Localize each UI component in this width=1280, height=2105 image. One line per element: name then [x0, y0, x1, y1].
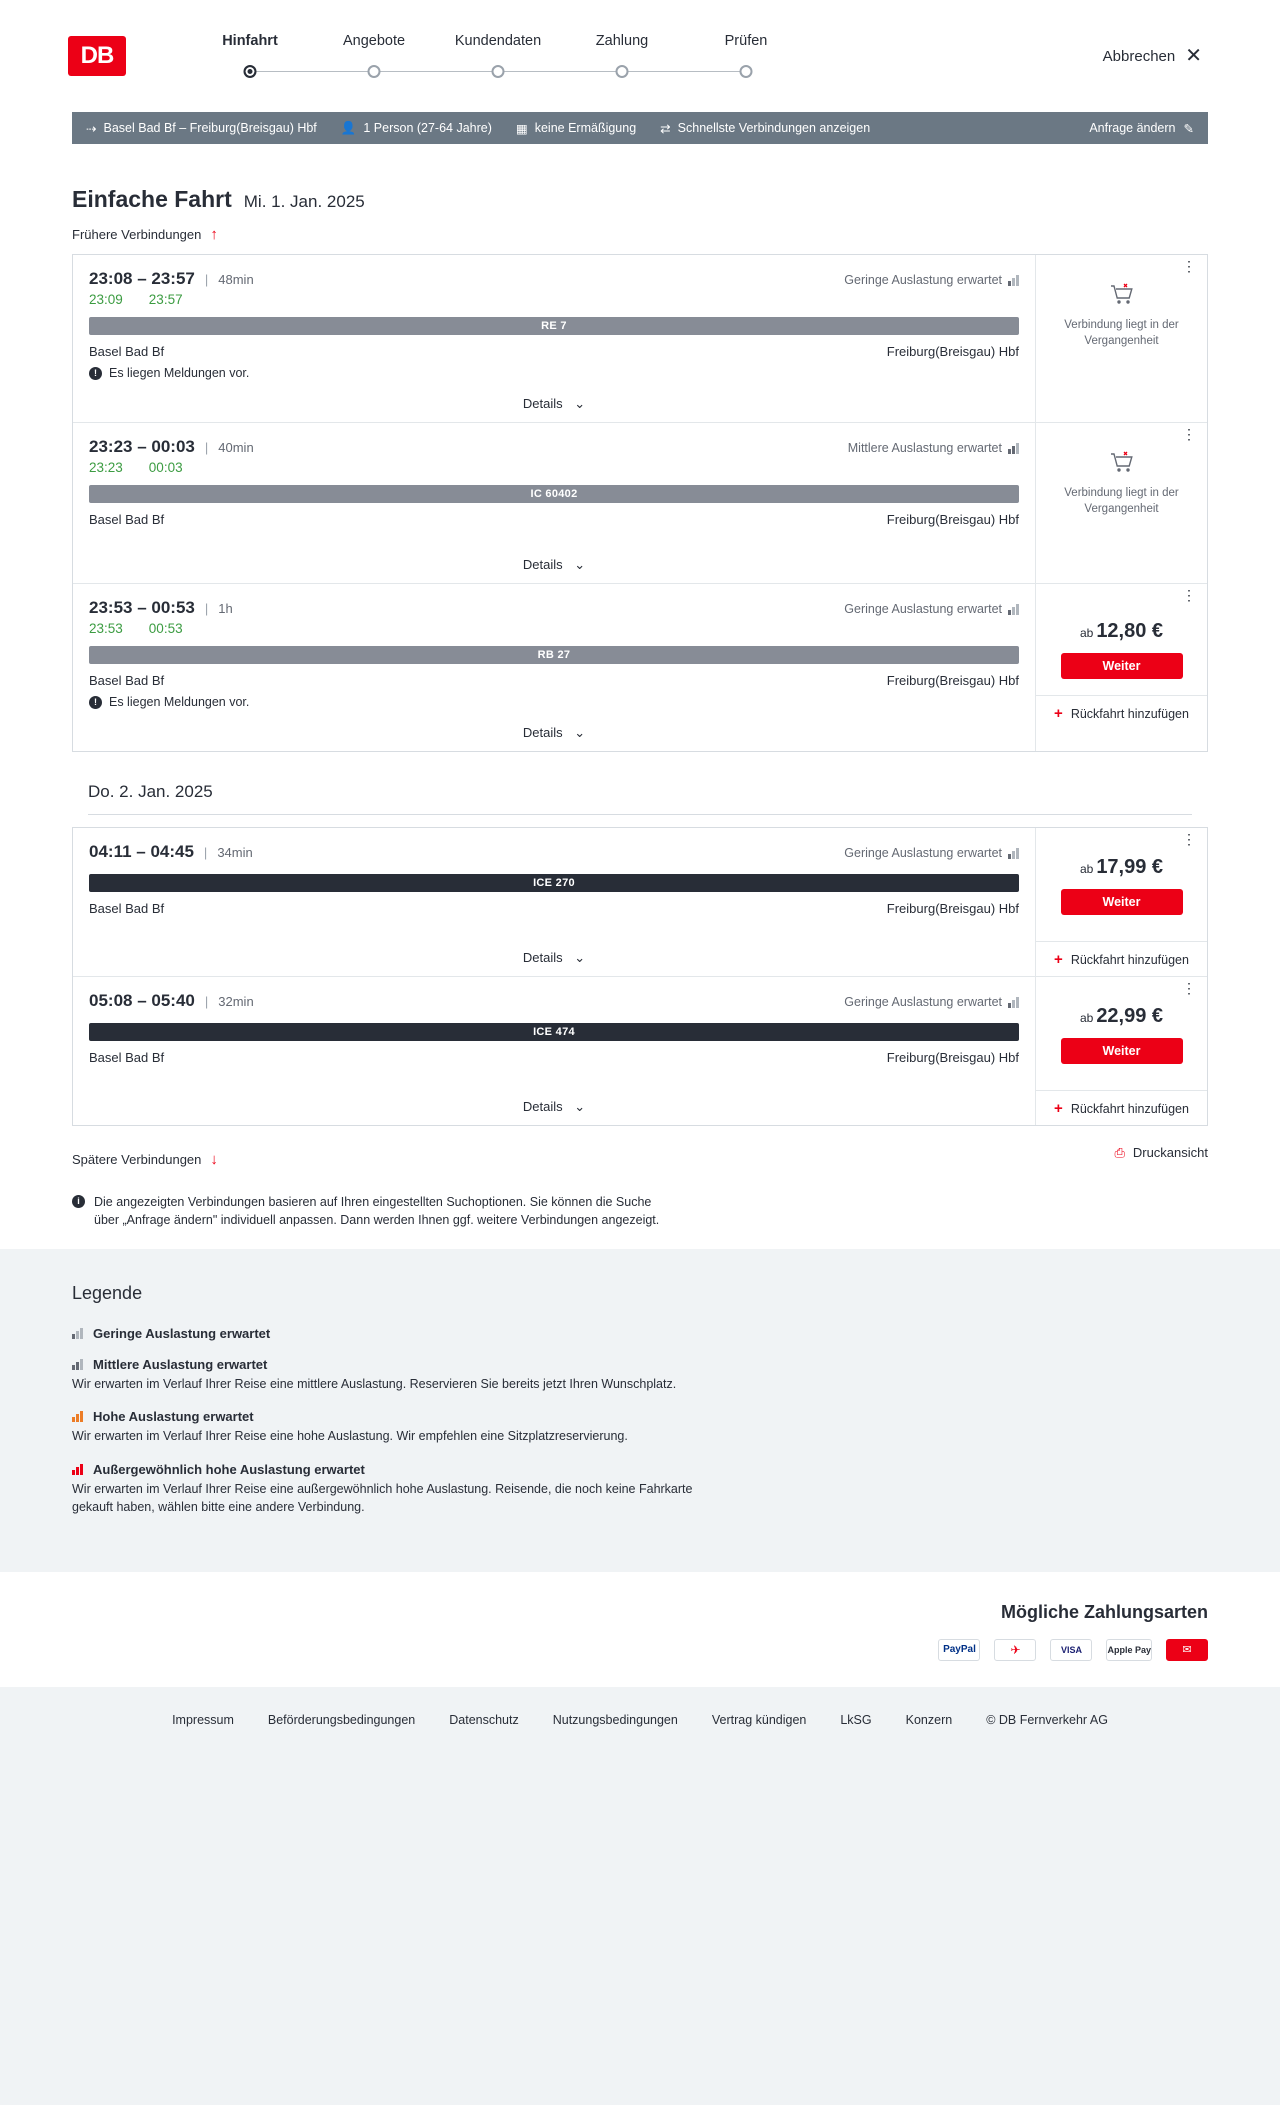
summary-route[interactable]: [86, 121, 335, 136]
stations-row: [89, 344, 1019, 359]
stations-row: [89, 673, 1019, 688]
later-connections-button[interactable]: [72, 1152, 218, 1167]
details-label: Details: [522, 557, 563, 572]
filter-icon: ⇄: [660, 121, 671, 136]
step-zahlung[interactable]: [560, 33, 684, 79]
person-icon: 👤: [340, 120, 357, 135]
legend-item-extreme: [72, 1462, 1208, 1516]
origin-station: Basel Bad Bf: [89, 1050, 165, 1065]
connection-row[interactable]: [73, 977, 1207, 1125]
arrow-down-icon: ↓: [210, 1151, 218, 1168]
cancel-label: Abbrechen: [1102, 47, 1176, 65]
summary-discount[interactable]: [510, 121, 654, 136]
payment-logos: [72, 1639, 1208, 1661]
later-label: Spätere Verbindungen: [72, 1152, 202, 1167]
utilization-bars-icon: [1008, 848, 1019, 859]
origin-station: Basel Bad Bf: [89, 344, 165, 359]
details-label: Details: [522, 1099, 563, 1114]
utilization-indicator: [848, 441, 1019, 455]
step-dot: [740, 65, 753, 78]
connection-time: 23:23 – 00:03: [89, 437, 195, 456]
price: [1080, 856, 1163, 879]
page-title-date: Mi. 1. Jan. 2025: [243, 192, 365, 211]
connection-offer: [1035, 828, 1207, 976]
actual-times: [89, 621, 1019, 636]
connection-details: 05:08 – 05:40 | 32min Geringe Auslastung erwartet ICE 474 Basel Bad Bf Freiburg(Breisgau) Hbf Details ⌄: [73, 977, 1035, 1125]
continue-button[interactable]: Weiter: [1061, 1038, 1183, 1064]
connection-time: 23:53 – 00:53: [89, 598, 195, 617]
connection-offer: [1035, 255, 1207, 422]
apple-pay-icon: Apple Pay: [1106, 1639, 1152, 1661]
utilization-indicator: [844, 602, 1019, 616]
details-toggle[interactable]: [89, 717, 1019, 751]
legend-item-high: [72, 1409, 1208, 1445]
price: [1080, 620, 1163, 643]
details-toggle[interactable]: [89, 388, 1019, 422]
utilization-bars-icon: [1008, 275, 1019, 286]
details-toggle[interactable]: [89, 942, 1019, 976]
past-connection-label: Verbindung liegt in der Vergangenheit: [1064, 487, 1179, 515]
connection-duration: 1h: [218, 601, 233, 616]
app-header: [0, 0, 1280, 112]
cancel-button[interactable]: [1103, 46, 1202, 66]
payment-methods-section: [0, 1572, 1280, 1687]
connection-details: 04:11 – 04:45 | 34min Geringe Auslastung erwartet ICE 270 Basel Bad Bf Freiburg(Breisgau) Hbf Details ⌄: [73, 828, 1035, 976]
connection-row[interactable]: [73, 828, 1207, 977]
footer-link-datenschutz[interactable]: Datenschutz: [449, 1712, 519, 1727]
step-dot: [244, 65, 257, 78]
step-label: Angebote: [342, 33, 406, 49]
train-badge: RE 7: [89, 317, 1019, 335]
search-hint-text: Die angezeigten Verbindungen basieren auf Ihren eingestellten Suchoptionen. Sie können die Suche über „Anfrage ändern" individuell anpassen. Dann werden Ihnen ggf. weitere Verbindungen angezeigt.: [94, 1195, 660, 1228]
utilization-label: Geringe Auslastung erwartet: [844, 846, 1002, 860]
summary-sorting-label: Schnellste Verbindungen anzeigen: [677, 121, 871, 135]
page-footer: [0, 1687, 1280, 1761]
actual-departure: 23:23: [89, 460, 123, 475]
printer-icon: ⎙: [1114, 1144, 1125, 1160]
destination-station: Freiburg(Breisgau) Hbf: [886, 344, 1019, 359]
utilization-indicator: [844, 273, 1019, 287]
earlier-label: Frühere Verbindungen: [72, 227, 202, 242]
footer-link-konzern[interactable]: Konzern: [905, 1712, 953, 1727]
summary-passengers[interactable]: [335, 121, 510, 136]
train-badge: RB 27: [89, 646, 1019, 664]
earlier-connections-button[interactable]: [72, 227, 1208, 242]
search-hint: [72, 1193, 672, 1229]
destination-station: Freiburg(Breisgau) Hbf: [886, 901, 1019, 916]
connection-group-day1: [72, 254, 1208, 752]
details-label: Details: [522, 396, 563, 411]
details-label: Details: [522, 950, 563, 965]
more-options-icon[interactable]: ⋮: [1182, 587, 1196, 603]
results-title-row: [72, 186, 1208, 213]
actual-arrival: 00:53: [148, 621, 183, 636]
step-label: Kundendaten: [454, 33, 542, 49]
legend-title: Legende: [72, 1283, 143, 1304]
step-dot: [492, 65, 505, 78]
add-return-label: Rückfahrt hinzufügen: [1070, 706, 1189, 721]
notice-label: Es liegen Meldungen vor.: [109, 695, 250, 709]
notice-label: Es liegen Meldungen vor.: [109, 366, 250, 380]
step-label: Prüfen: [724, 33, 768, 49]
connection-offer: [1035, 977, 1207, 1125]
connection-details: 23:53 – 00:53 | 1h Geringe Auslastung erwartet 23:53 00:53 RB 27 Basel Bad Bf Freiburg(Breisgau) Hbf ! Es liegen Meldungen vor. Details ⌄: [73, 584, 1035, 751]
connection-group-day2: [72, 782, 1208, 815]
legend-item-label: Hohe Auslastung erwartet: [93, 1409, 254, 1425]
pencil-icon: ✎: [1183, 121, 1194, 136]
footer-link-nutzungsbedingungen[interactable]: Nutzungsbedingungen: [552, 1712, 678, 1727]
step-kundendaten[interactable]: [436, 33, 560, 79]
step-label: Hinfahrt: [222, 33, 278, 49]
chevron-down-icon: ⌄: [574, 1099, 586, 1114]
details-label: Details: [522, 725, 563, 740]
stations-row: [89, 1050, 1019, 1065]
legend-item-label: Außergewöhnlich hohe Auslastung erwartet: [93, 1461, 365, 1477]
summary-sorting[interactable]: [654, 121, 888, 136]
chevron-down-icon: ⌄: [574, 396, 586, 411]
search-summary-bar: [72, 112, 1208, 144]
origin-station: Basel Bad Bf: [89, 901, 165, 916]
payment-title: Mögliche Zahlungsarten: [1000, 1601, 1208, 1622]
destination-station: Freiburg(Breisgau) Hbf: [886, 1050, 1019, 1065]
connection-offer: [1035, 584, 1207, 751]
destination-station: Freiburg(Breisgau) Hbf: [886, 512, 1019, 527]
info-icon: i: [72, 1195, 85, 1208]
connection-duration: 34min: [217, 845, 253, 860]
actual-arrival: 23:57: [148, 292, 183, 307]
connection-duration: 32min: [218, 994, 254, 1009]
connection-row[interactable]: [73, 255, 1207, 423]
connection-list-day2: [72, 827, 1208, 1126]
legend-item-desc: Wir erwarten im Verlauf Ihrer Reise eine hohe Auslastung. Wir empfehlen eine Sitzplatzreservierung.: [72, 1429, 628, 1444]
footer-link-impressum[interactable]: Impressum: [172, 1712, 234, 1727]
continue-button[interactable]: Weiter: [1061, 653, 1183, 679]
chevron-down-icon: ⌄: [574, 557, 586, 572]
connection-time: 05:08 – 05:40: [89, 991, 195, 1010]
route-icon: ⇢: [86, 121, 97, 136]
legend-item-low: [72, 1326, 1208, 1341]
arrow-up-icon: ↑: [210, 226, 218, 243]
booking-stepper: [188, 33, 808, 79]
day-heading: Do. 2. Jan. 2025: [88, 782, 1192, 815]
chevron-down-icon: ⌄: [574, 950, 586, 965]
step-angebote[interactable]: [312, 33, 436, 79]
destination-station: Freiburg(Breisgau) Hbf: [886, 673, 1019, 688]
details-toggle[interactable]: [89, 549, 1019, 583]
add-return-label: Rückfahrt hinzufügen: [1070, 952, 1189, 967]
giropay-icon: ✈: [994, 1639, 1036, 1661]
visa-icon: VISA: [1050, 1639, 1092, 1661]
more-options-icon[interactable]: ⋮: [1182, 980, 1196, 996]
footer-link-vertrag-kuendigen[interactable]: Vertrag kündigen: [711, 1712, 807, 1727]
details-toggle[interactable]: [89, 1091, 1019, 1125]
connection-duration: 48min: [218, 272, 254, 287]
footer-copyright: © DB Fernverkehr AG: [986, 1712, 1108, 1727]
price-prefix: ab: [1079, 862, 1094, 876]
connection-details: 23:08 – 23:57 | 48min Geringe Auslastung erwartet 23:09 23:57 RE 7 Basel Bad Bf Freiburg(Breisgau) Hbf ! Es liegen Meldungen vor. Details ⌄: [73, 255, 1035, 422]
connection-time: 23:08 – 23:57: [89, 269, 195, 288]
legend-item-desc: Wir erwarten im Verlauf Ihrer Reise eine mittlere Auslastung. Reservieren Sie bereits jetzt Ihren Wunschplatz.: [72, 1377, 677, 1392]
results-footer-row: [72, 1138, 1208, 1167]
utilization-bars-icon: [72, 1464, 83, 1475]
legend-section: [0, 1249, 1280, 1572]
add-return-trip-button[interactable]: [1036, 695, 1207, 730]
card-icon: ▦: [515, 121, 528, 136]
actual-times: [89, 292, 1019, 307]
results-main: [0, 186, 1280, 1249]
sepa-icon: ✉: [1166, 1639, 1208, 1661]
past-connection-label: Verbindung liegt in der Vergangenheit: [1064, 319, 1179, 347]
utilization-bars-icon: [72, 1328, 83, 1339]
edit-request-button[interactable]: [1089, 121, 1194, 136]
train-badge: IC 60402: [89, 485, 1019, 503]
utilization-bars-icon: [1008, 997, 1019, 1008]
plus-icon: +: [1054, 951, 1063, 968]
plus-icon: +: [1054, 1100, 1063, 1117]
actual-departure: 23:53: [89, 621, 123, 636]
step-dot: [368, 65, 381, 78]
connection-notice: [89, 366, 1019, 380]
step-pruefen[interactable]: [684, 33, 808, 79]
connection-duration: 40min: [218, 440, 254, 455]
price: [1080, 1005, 1163, 1028]
legend-item-medium: [72, 1357, 1208, 1393]
add-return-trip-button[interactable]: [1036, 1090, 1207, 1125]
more-options-icon[interactable]: ⋮: [1182, 258, 1196, 274]
price-value: 22,99 €: [1096, 1005, 1164, 1027]
close-icon: ✕: [1185, 45, 1202, 67]
actual-times: [89, 460, 1019, 475]
db-logo: DB: [68, 36, 126, 76]
edit-request-label: Anfrage ändern: [1089, 121, 1176, 135]
utilization-label: Geringe Auslastung erwartet: [844, 273, 1002, 287]
price-value: 12,80 €: [1096, 620, 1164, 642]
cart-disabled-icon: [1109, 283, 1135, 312]
footer-link-lksg[interactable]: LkSG: [840, 1712, 872, 1727]
connection-notice: [89, 695, 1019, 709]
add-return-trip-button[interactable]: [1036, 941, 1207, 976]
summary-bar-wrapper: [0, 112, 1280, 144]
connection-time: 04:11 – 04:45: [89, 842, 194, 861]
price-value: 17,99 €: [1096, 856, 1164, 878]
actual-arrival: 00:03: [148, 460, 183, 475]
paypal-icon: PayPal: [938, 1639, 980, 1661]
add-return-label: Rückfahrt hinzufügen: [1070, 1101, 1189, 1116]
summary-route-label: Basel Bad Bf – Freiburg(Breisgau) Hbf: [103, 121, 317, 135]
utilization-label: Geringe Auslastung erwartet: [844, 995, 1002, 1009]
chevron-down-icon: ⌄: [574, 725, 586, 740]
utilization-bars-icon: [72, 1411, 83, 1422]
print-view-button[interactable]: [1114, 1145, 1208, 1161]
info-icon: !: [89, 367, 102, 380]
footer-link-befoerderungsbedingungen[interactable]: Beförderungsbedingungen: [267, 1712, 416, 1727]
price-prefix: ab: [1079, 1011, 1094, 1025]
continue-button[interactable]: Weiter: [1061, 889, 1183, 915]
origin-station: Basel Bad Bf: [89, 673, 165, 688]
utilization-bars-icon: [1008, 604, 1019, 615]
stations-row: [89, 901, 1019, 916]
plus-icon: +: [1054, 705, 1063, 722]
connection-offer: [1035, 423, 1207, 583]
legend-item-label: Mittlere Auslastung erwartet: [93, 1357, 268, 1373]
legend-item-desc: Wir erwarten im Verlauf Ihrer Reise eine außergewöhnlich hohe Auslastung. Reisende, die noch keine Fahrkarte gekauft haben, wählen bitte eine andere Verbindung.: [72, 1481, 693, 1514]
page-title: Einfache Fahrt: [72, 186, 232, 212]
connection-row[interactable]: [73, 423, 1207, 584]
legend-item-label: Geringe Auslastung erwartet: [93, 1326, 271, 1342]
more-options-icon[interactable]: ⋮: [1182, 831, 1196, 847]
train-badge: ICE 270: [89, 874, 1019, 892]
train-badge: ICE 474: [89, 1023, 1019, 1041]
info-icon: !: [89, 696, 102, 709]
utilization-label: Mittlere Auslastung erwartet: [847, 441, 1002, 455]
print-label: Druckansicht: [1132, 1145, 1208, 1160]
utilization-bars-icon: [72, 1359, 83, 1370]
actual-departure: 23:09: [89, 292, 123, 307]
utilization-label: Geringe Auslastung erwartet: [844, 602, 1002, 616]
price-prefix: ab: [1079, 626, 1094, 640]
connection-row[interactable]: [73, 584, 1207, 751]
cart-disabled-icon: [1109, 451, 1135, 480]
summary-discount-label: keine Ermäßigung: [534, 121, 637, 135]
origin-station: Basel Bad Bf: [89, 512, 165, 527]
utilization-indicator: [844, 995, 1019, 1009]
utilization-indicator: [844, 846, 1019, 860]
utilization-bars-icon: [1008, 443, 1019, 454]
step-label: Zahlung: [595, 33, 649, 49]
summary-passengers-label: 1 Person (27-64 Jahre): [363, 121, 492, 135]
step-dot: [616, 65, 629, 78]
more-options-icon[interactable]: ⋮: [1182, 426, 1196, 442]
connection-details: 23:23 – 00:03 | 40min Mittlere Auslastung erwartet 23:23 00:03 IC 60402 Basel Bad Bf Freiburg(Breisgau) Hbf Details ⌄: [73, 423, 1035, 583]
stations-row: [89, 512, 1019, 527]
step-hinfahrt[interactable]: [188, 33, 312, 79]
